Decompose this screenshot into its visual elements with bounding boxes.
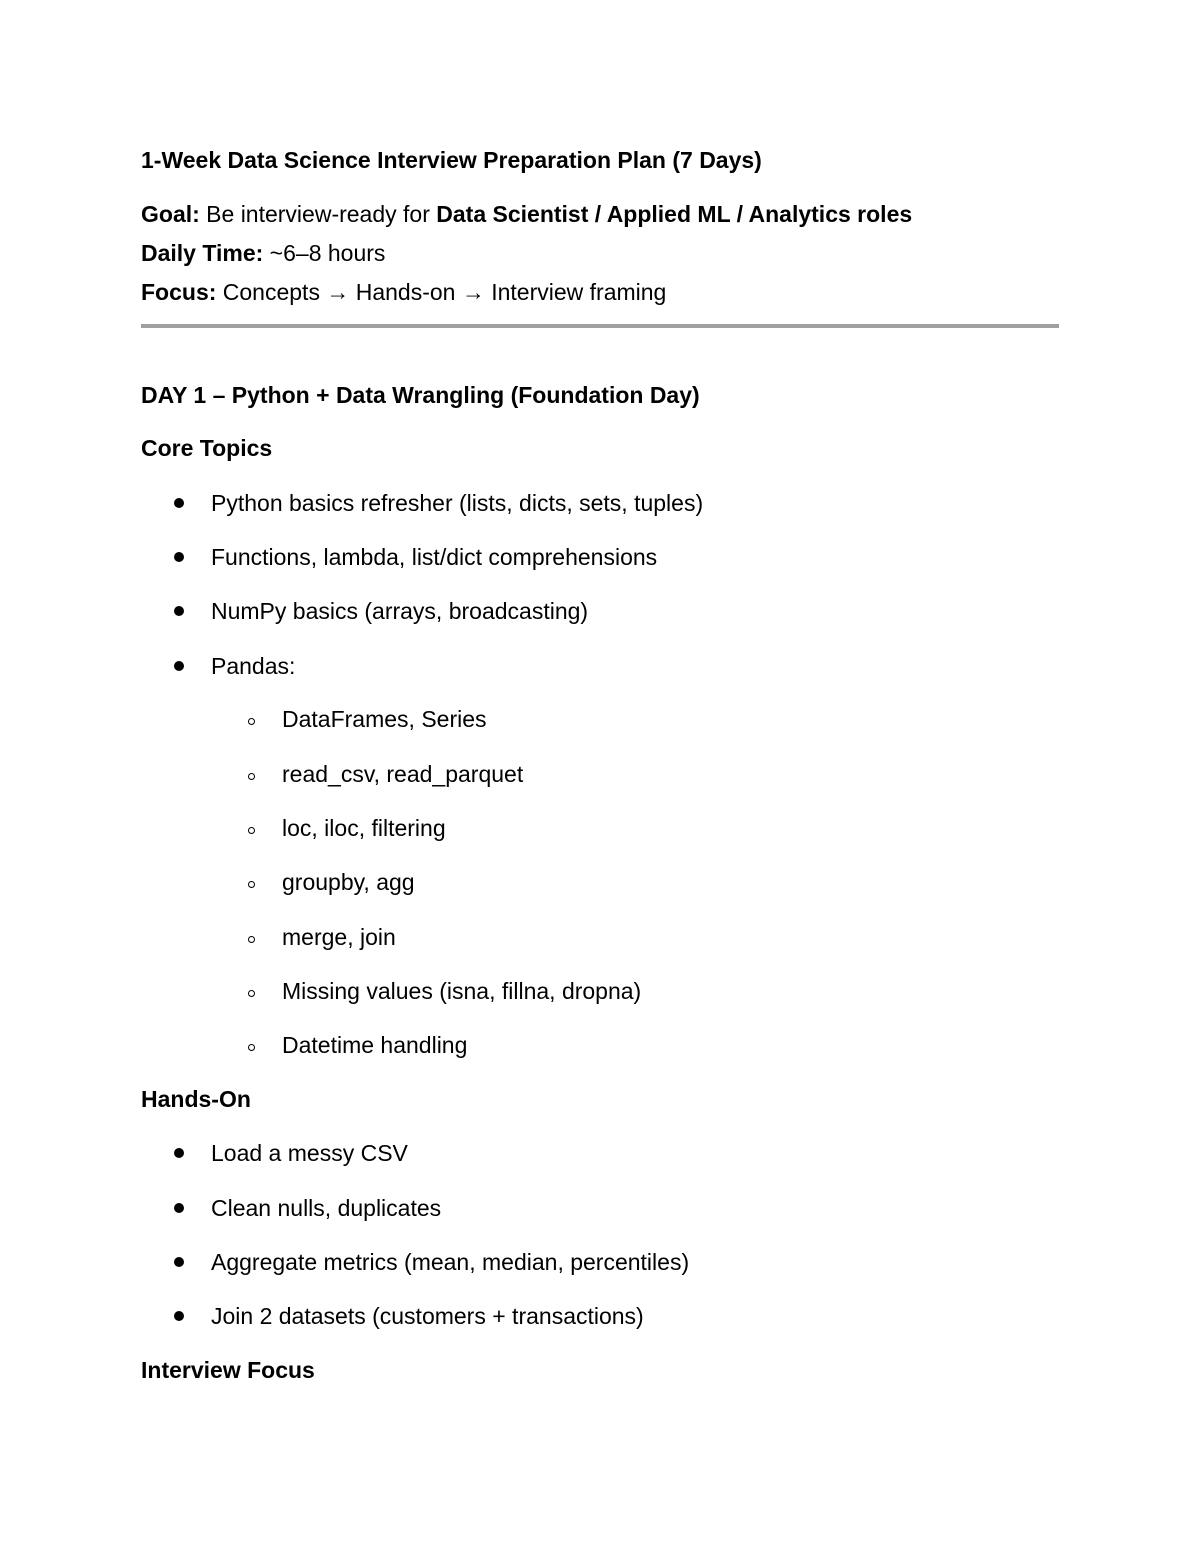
list-item: Python basics refresher (lists, dicts, sets, tuples) bbox=[211, 490, 704, 516]
bullet-icon bbox=[174, 1203, 184, 1213]
goal-text: Be interview-ready for bbox=[199, 201, 437, 227]
sub-list-item: Missing values (isna, fillna, dropna) bbox=[282, 978, 642, 1004]
sub-bullet-icon bbox=[248, 1044, 255, 1051]
sub-bullet-icon bbox=[248, 773, 255, 780]
bullet-icon bbox=[174, 606, 184, 616]
list-item: Functions, lambda, list/dict comprehensions bbox=[211, 544, 658, 570]
bullet-icon bbox=[174, 661, 184, 671]
sub-list-item: loc, iloc, filtering bbox=[282, 815, 446, 841]
bullet-icon bbox=[174, 498, 184, 508]
interview-focus-heading: Interview Focus bbox=[141, 1357, 315, 1383]
goal-label: Goal: bbox=[141, 201, 200, 227]
sub-bullet-icon bbox=[248, 936, 255, 943]
core-topics-heading: Core Topics bbox=[141, 435, 273, 461]
sub-list-item: DataFrames, Series bbox=[282, 706, 487, 732]
focus-value: Concepts → Hands-on → Interview framing bbox=[216, 279, 667, 305]
list-item: Clean nulls, duplicates bbox=[211, 1195, 442, 1221]
document-title: 1-Week Data Science Interview Preparation Plan (7 Days) bbox=[141, 147, 762, 173]
sub-bullet-icon bbox=[248, 881, 255, 888]
focus-line bbox=[141, 278, 666, 306]
list-item: NumPy basics (arrays, broadcasting) bbox=[211, 598, 589, 624]
day1-heading: DAY 1 – Python + Data Wrangling (Foundation Day) bbox=[141, 382, 700, 408]
sub-bullet-icon bbox=[248, 990, 255, 997]
sub-bullet-icon bbox=[248, 827, 255, 834]
sub-list-item: groupby, agg bbox=[282, 869, 415, 895]
goal-line bbox=[141, 200, 912, 228]
focus-label: Focus: bbox=[141, 279, 217, 305]
list-item: Join 2 datasets (customers + transactions) bbox=[211, 1303, 644, 1329]
bullet-icon bbox=[174, 1148, 184, 1158]
sub-list-item: read_csv, read_parquet bbox=[282, 761, 524, 787]
bullet-icon bbox=[174, 1257, 184, 1267]
list-item: Load a messy CSV bbox=[211, 1140, 408, 1166]
hands-on-heading: Hands-On bbox=[141, 1086, 251, 1112]
sub-bullet-icon bbox=[248, 718, 255, 725]
daily-time-value: ~6–8 hours bbox=[263, 240, 386, 266]
sub-list-item: merge, join bbox=[282, 924, 396, 950]
daily-time-line bbox=[141, 239, 385, 267]
daily-time-label: Daily Time: bbox=[141, 240, 264, 266]
bullet-icon bbox=[174, 1311, 184, 1321]
bullet-icon bbox=[174, 552, 184, 562]
list-item: Aggregate metrics (mean, median, percentiles) bbox=[211, 1249, 690, 1275]
list-item: Pandas: bbox=[211, 653, 296, 679]
goal-roles: Data Scientist / Applied ML / Analytics roles bbox=[436, 201, 913, 227]
horizontal-divider bbox=[141, 324, 1059, 328]
sub-list-item: Datetime handling bbox=[282, 1032, 468, 1058]
